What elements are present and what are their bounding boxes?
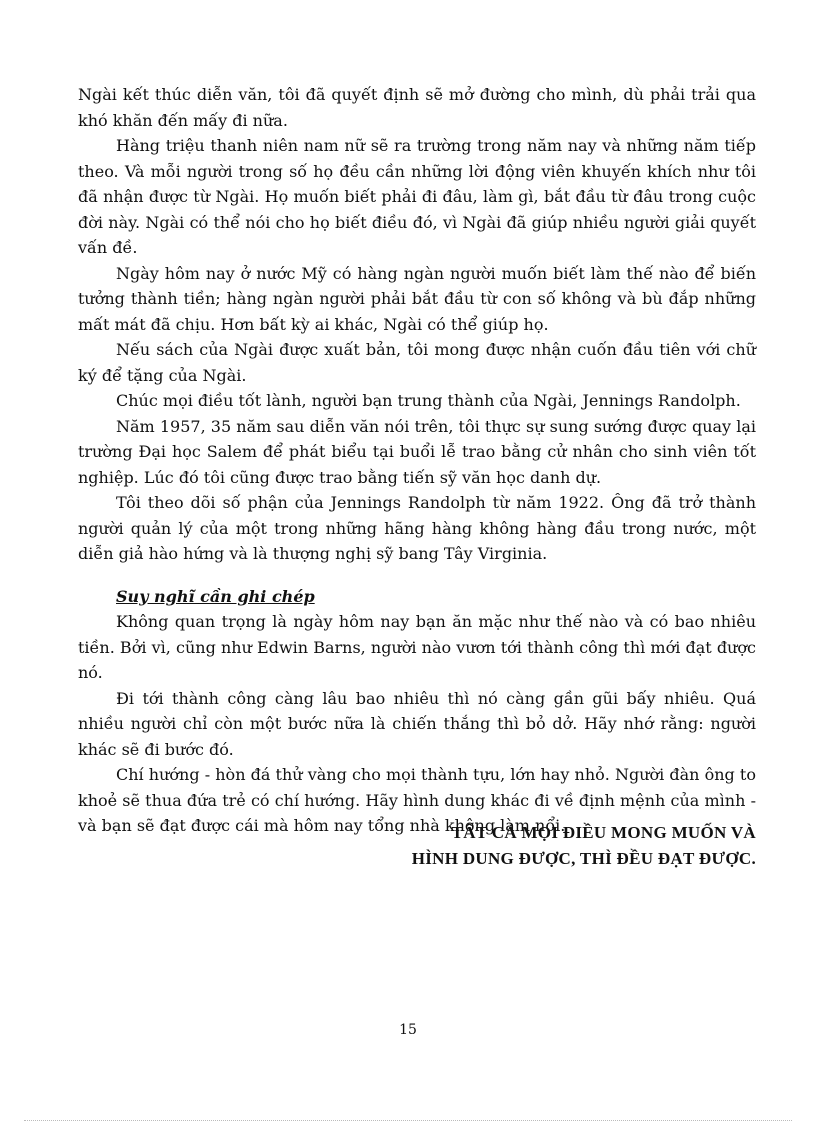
closing-line: HÌNH DUNG ĐƯỢC, THÌ ĐỀU ĐẠT ĐƯỢC. xyxy=(411,849,756,868)
closing-line: TẤT CẢ MỌI ĐIỀU MONG MUỐN VÀ xyxy=(451,823,756,842)
footer-divider xyxy=(24,1120,792,1121)
body-paragraph: Ngài kết thúc diễn văn, tôi đã quyết định sẽ mở đường cho mình, dù phải trải qua khó khăn đến mấy đi nữa. xyxy=(78,85,756,130)
body-paragraph: Ngày hôm nay ở nước Mỹ có hàng ngàn người muốn biết làm thế nào để biến tưởng thành tiền; hàng ngàn người phải bắt đầu từ con số không và bù đắp những mất mát đã chịu. Hơn bất kỳ ai khác, Ngài có thể giúp họ. xyxy=(78,263,756,334)
body-paragraph: Nếu sách của Ngài được xuất bản, tôi mong được nhận cuốn đầu tiên với chữ ký để tặng của Ngài. xyxy=(78,340,756,385)
page-number: 15 xyxy=(399,1022,417,1038)
reflection-paragraph: Không quan trọng là ngày hôm nay bạn ăn mặc như thế nào và có bao nhiêu tiền. Bởi vì, cũng như Edwin Barns, người nào vươn tới thành công thì mới đạt được nó. xyxy=(78,612,756,682)
closing-statement xyxy=(412,820,756,872)
body-paragraph: Năm 1957, 35 năm sau diễn văn nói trên, tôi thực sự sung sướng được quay lại trường Đại học Salem để phát biểu tại buổi lễ trao bằng cử nhân cho sinh viên tốt nghiệp. Lúc đó tôi cũng được trao bằng tiến sỹ văn học danh dự. xyxy=(78,416,756,487)
body-paragraph: Tôi theo dõi số phận của Jennings Randolph từ năm 1922. Ông đã trở thành người quản lý của một trong những hãng hàng không hàng đầu trong nước, một diễn giả hào hứng và là thượng nghị sỹ bang Tây Virginia. xyxy=(78,493,756,563)
body-paragraph: Hàng triệu thanh niên nam nữ sẽ ra trường trong năm nay và những năm tiếp theo. Và mỗi người trong số họ đều cần những lời động viên khuyến khích như tôi đã nhận được từ Ngài. Họ muốn biết phải đi đâu, làm gì, bắt đầu từ đâu trong cuộc đời này. Ngài có thể nói cho họ biết điều đó, vì Ngài đã giúp nhiều người giải quyết vấn đề. xyxy=(78,136,756,257)
body-paragraph: Chúc mọi điều tốt lành, người bạn trung thành của Ngài, Jennings Randolph. xyxy=(116,391,741,410)
reflection-paragraph: Đi tới thành công càng lâu bao nhiêu thì nó càng gần gũi bấy nhiêu. Quá nhiều người chỉ còn một bước nữa là chiến thắng thì bỏ dở. Hãy nhớ rằng: người khác sẽ đi bước đó. xyxy=(78,688,756,759)
reflection-heading: Suy nghĩ cần ghi chép xyxy=(116,586,315,606)
document-page xyxy=(78,82,756,839)
reflection-paragraph: Chí hướng - hòn đá thử vàng cho mọi thành tựu, lớn hay nhỏ. Người đàn ông to khoẻ sẽ thua đứa trẻ có chí hướng. Hãy hình dung khác đi về định mệnh của mình - và bạn sẽ đạt được cái mà hôm nay tổng nhà không làm nổi. xyxy=(78,765,756,835)
